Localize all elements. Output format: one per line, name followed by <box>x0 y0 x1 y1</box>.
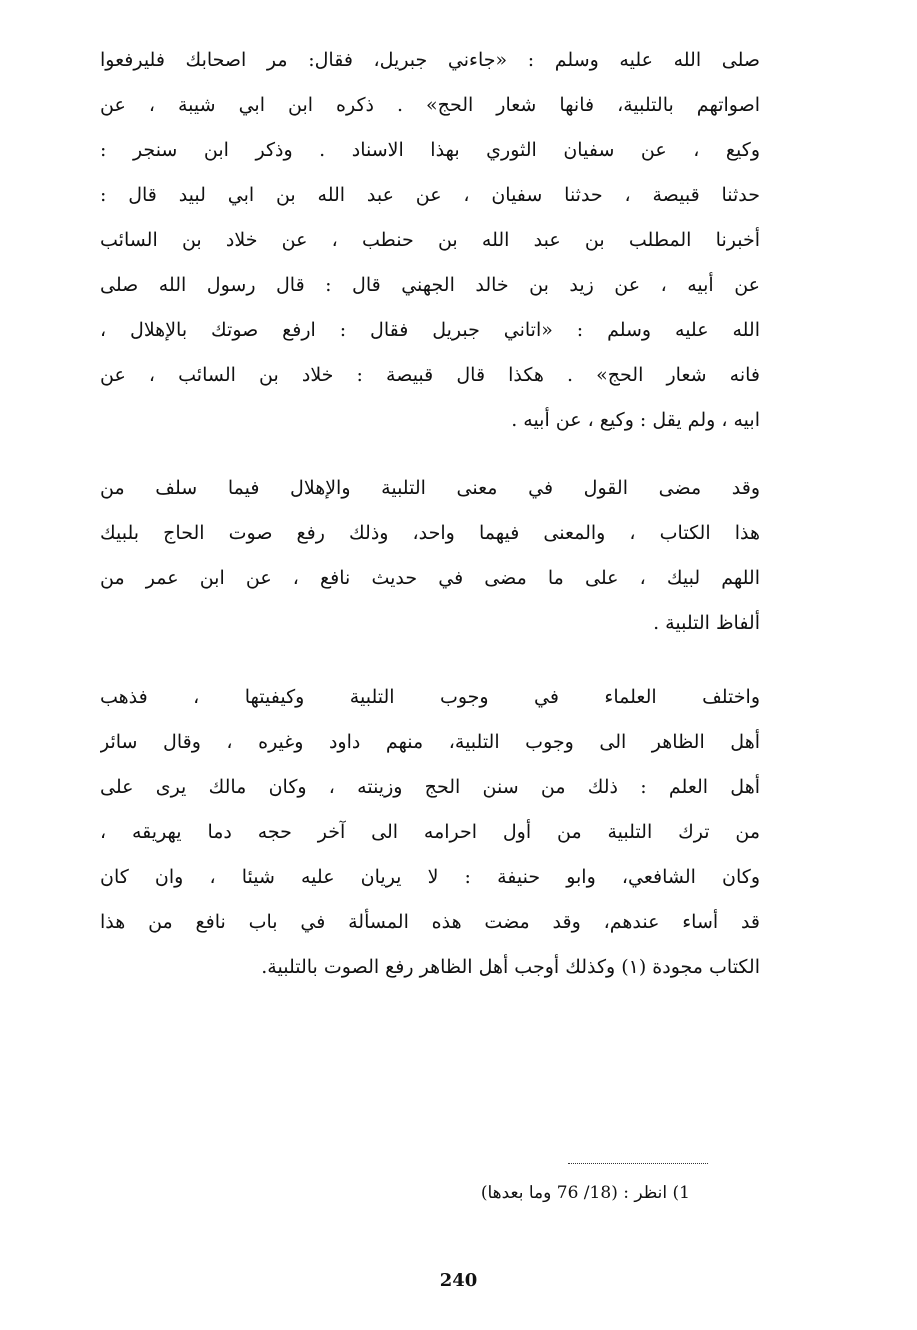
paragraph-1 <box>100 38 760 443</box>
text-line: وقد مضى القول في معنى التلبية والإهلال فيما سلف من <box>100 477 760 499</box>
text-line: حدثنا قبيصة ، حدثنا سفيان ، عن عبد الله بن ابي لبيد قال : <box>100 184 760 206</box>
text-line: ابيه ، ولم يقل : وكيع ، عن أبيه . <box>511 409 760 431</box>
text-line: واختلف العلماء في وجوب التلبية وكيفيتها ، فذهب <box>100 686 760 708</box>
text-line: اللهم لبيك ، على ما مضى في حديث نافع ، عن ابن عمر من <box>100 567 760 589</box>
text-line: ألفاظ التلبية . <box>653 612 760 634</box>
footnote: 1) انظر : (18/ 76 وما بعدها) <box>480 1183 690 1203</box>
text-line: أهل العلم : ذلك من سنن الحج وزينته ، وكان مالك يرى على <box>100 776 760 798</box>
text-line: صلى الله عليه وسلم : «جاءني جبريل، فقال: مر اصحابك فليرفعوا <box>100 49 760 71</box>
text-line: اصواتهم بالتلبية، فانها شعار الحج» . ذكره ابن ابي شيبة ، عن <box>100 94 760 116</box>
text-line: عن أبيه ، عن زيد بن خالد الجهني قال : قال رسول الله صلى <box>100 274 760 296</box>
text-line: فانه شعار الحج» . هكذا قال قبيصة : خلاد بن السائب ، عن <box>100 364 760 386</box>
text-line: الله عليه وسلم : «اتاني جبريل فقال : ارفع صوتك بالإهلال ، <box>100 319 760 341</box>
text-line: وكان الشافعي، وابو حنيفة : لا يريان عليه شيئا ، وان كان <box>100 866 760 888</box>
page-number: 240 <box>439 1270 478 1291</box>
text-line: وكيع ، عن سفيان الثوري بهذا الاسناد . وذكر ابن سنجر : <box>100 139 760 161</box>
text-line: قد أساء عندهم، وقد مضت هذه المسألة في باب نافع من هذا <box>100 911 760 933</box>
text-line: أهل الظاهر الى وجوب التلبية، منهم داود وغيره ، وقال سائر <box>100 731 760 753</box>
paragraph-3 <box>100 675 760 990</box>
text-line: الكتاب مجودة (١) وكذلك أوجب أهل الظاهر رفع الصوت بالتلبية. <box>261 956 760 978</box>
text-line: من ترك التلبية من أول احرامه الى آخر حجه دما يهريقه ، <box>100 821 760 843</box>
footnote-divider <box>568 1163 708 1164</box>
text-line: هذا الكتاب ، والمعنى فيهما واحد، وذلك رفع صوت الحاج بلبيك <box>100 522 760 544</box>
text-line: أخبرنا المطلب بن عبد الله بن حنطب ، عن خلاد بن السائب <box>100 229 760 251</box>
paragraph-2 <box>100 466 760 646</box>
